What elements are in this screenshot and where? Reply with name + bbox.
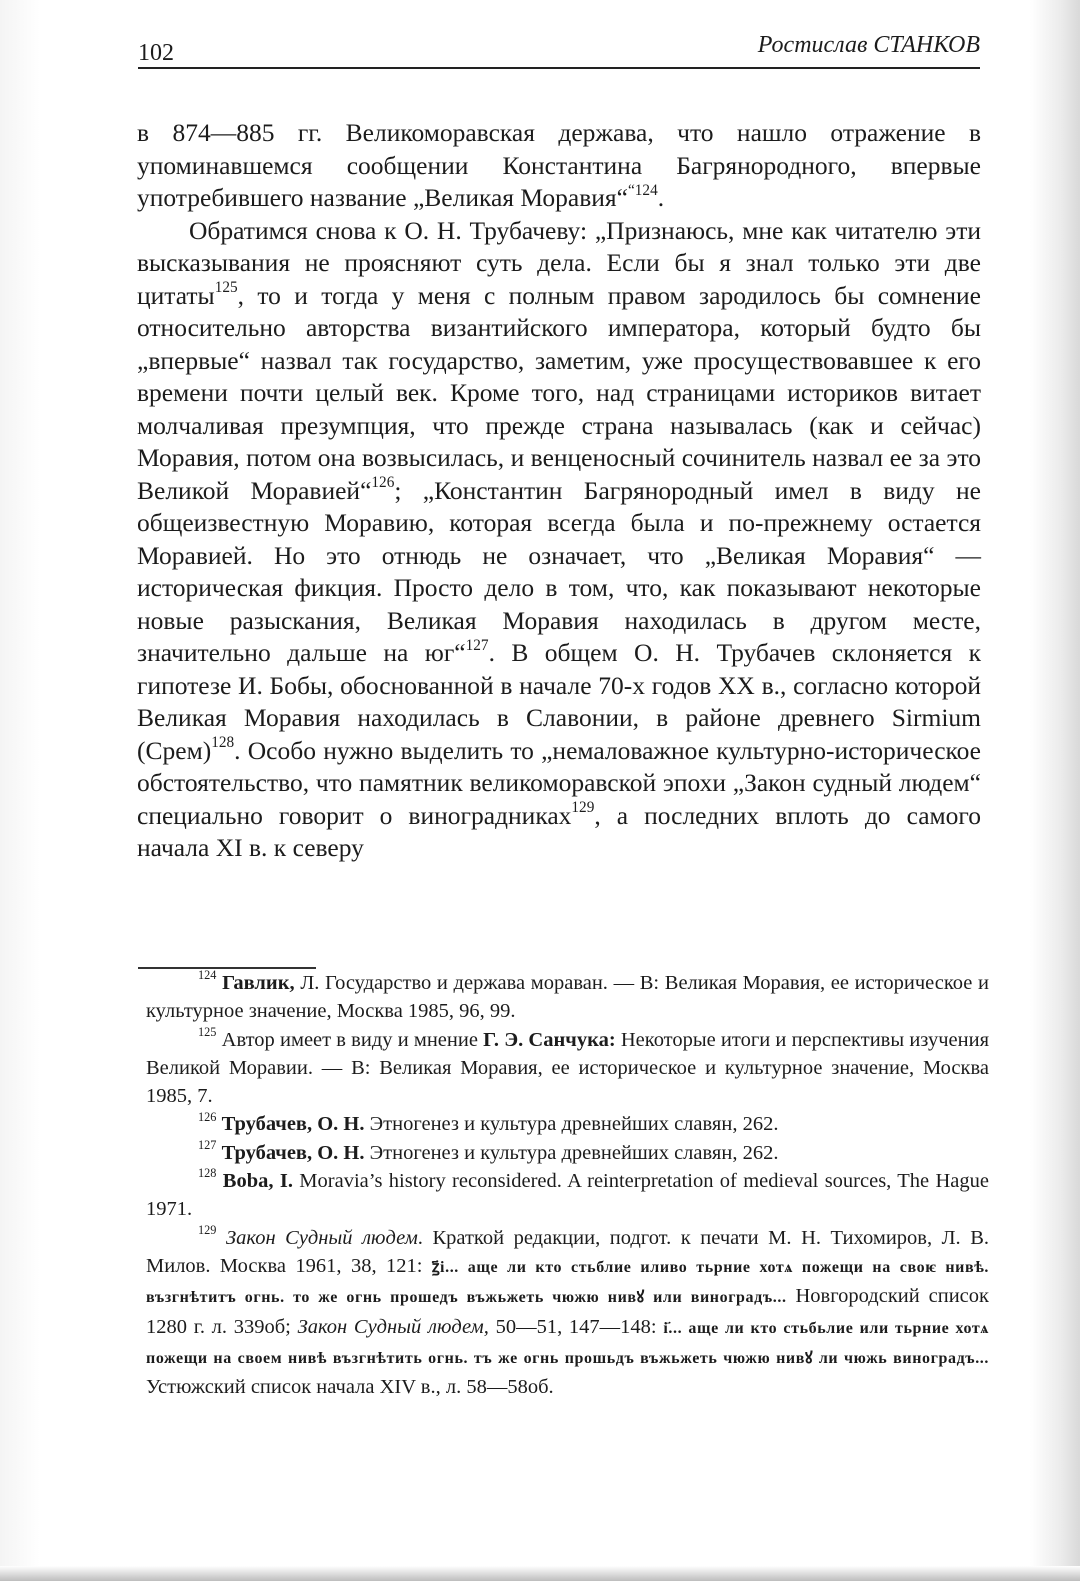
running-head: Ростислав СТАНКОВ <box>757 32 980 58</box>
footnote-ref: 128 <box>211 734 235 751</box>
header-rule <box>138 67 980 69</box>
page-bottom-edge <box>0 1566 1080 1581</box>
footnote-129: $^{129}$ Закон Судный людем. Краткой редакции, подгот. к печати М. Н. Тихомиров, Л. В. Милов. Москва 1961, 38, 121: ꙁ҃і... аще ли кто стьблие иливо тьрние хотѧ пожещи на своѥ нивѣ. възгнѣтитъ огнь. то же огнь прошедъ въжьжеть чюжю нивꙋ или виноградъ... Новгородский список 1280 г. л. 339об; Закон Судный людем, 50—51, 147—148: і҃... аще ли кто стьбьлие или тьрние хотѧ пожещи на своем нивѣ възгнѣтить огнь. тъ же огнь прошьдъ въжьжеть чюжю нивꙋ ли чюжь виноградъ... Устюжский список начала XIV в., л. 58—58об. <box>146 1222 990 1399</box>
footnote-126: $^{126}$ Трубачев, О. Н. Этногенез и культура древнейших славян, 262. <box>198 1109 779 1136</box>
footnote-127: $^{127}$ Трубачев, О. Н. Этногенез и культура древнейших славян, 262. <box>198 1137 779 1164</box>
footnote-128: $^{128}$ Boba, I. Moravia’s history reconsidered. A reinterpretation of medieval sources, The Hague 1971. <box>146 1166 989 1221</box>
old-slavonic-quote: ꙁ҃і... аще ли кто стьблие иливо тьрние хотѧ пожещи на своѥ нивѣ. възгнѣтитъ огнь. то же огнь прошедъ въжьжеть чюжю нивꙋ или виноградъ... <box>146 1258 989 1307</box>
footnotes <box>146 969 989 1401</box>
paragraph-1: в 874—885 гг. Великоморавская держава, что нашло отражение в упоминавшемся сообщении Константина Багрянородного, впервые употребившего название „Великая Моравия“$^{“124}$. <box>137 118 981 212</box>
old-slavonic-quote: і҃... аще ли кто стьбьлие или тьрние хотѧ пожещи на своем нивѣ възгнѣтить огнь. тъ же огнь прошьдъ въжьжеть чюжю нивꙋ ли чюжь виноградъ... <box>146 1319 989 1367</box>
footnote-124: $^{124}$ Гавлик, Л. Государство и держава мораван. — В: Великая Моравия, ее историческое и культурное значение, Москва 1985, 96, 99. <box>146 968 990 1023</box>
footnote-ref: 125 <box>214 279 238 296</box>
footnote-125: $^{125}$ Автор имеет в виду и мнение Г. Э. Санчука: Некоторые итоги и перспективы изучения Великой Моравии. — В: Великая Моравия, ее историческое и культурное значение, Москва 1985, 7. <box>146 1024 989 1108</box>
footnote-ref: 129 <box>571 799 595 816</box>
main-text <box>137 117 981 865</box>
footnote-ref: 127 <box>465 636 489 654</box>
page-header <box>138 32 980 72</box>
footnote-ref: “124 <box>627 181 658 199</box>
page-number: 102 <box>138 40 174 66</box>
footnote-ref: 126 <box>371 474 395 491</box>
paragraph-2: Обратимся снова к О. Н. Трубачеву: „Признаюсь, мне как читателю эти высказывания не проясняют суть дела. Если бы я знал только эти две цитаты$^{125}$, то и тогда у меня с полным правом зародилось бы сомнение относительно авторства византийского императора, который будто бы „впервые“ назвал так государство, заметим, уже просуществовавшее к его времени почти целый век. Кроме того, над страницами историков витает молчаливая презумпция, что прежде страна называлась (как и сейчас) Моравия, потом она возвысилась, и венценосный сочинитель назвал ее за это Великой Моравией“$^{126}$; „Константин Багрянородный имел в виду не общеизвестную Моравию, которая всегда была и по-прежнему остается Моравией. Но это отнюдь не означает, что „Великая Моравия“ — историческая фикция. Просто дело в том, что, как показывают некоторые новые разыскания, Великая Моравия находилась в другом месте, значительно дальше на юг“$^{127}$. В общем О. Н. Трубачев склоняется к гипотезе И. Бобы, обоснованной в начале 70-х годов XX в., согласно которой Великая Моравия находилась в Славонии, в районе древнего Sirmium (Срем)$^{128}$. Особо нужно выделить то „немаловажное культурно-историческое обстоятельство, что памятник великоморавской эпохи „Закон судный людем“ специально говорит о виноградниках$^{129}$, а последних вплоть до самого начала XI в. к северу <box>137 215 981 862</box>
